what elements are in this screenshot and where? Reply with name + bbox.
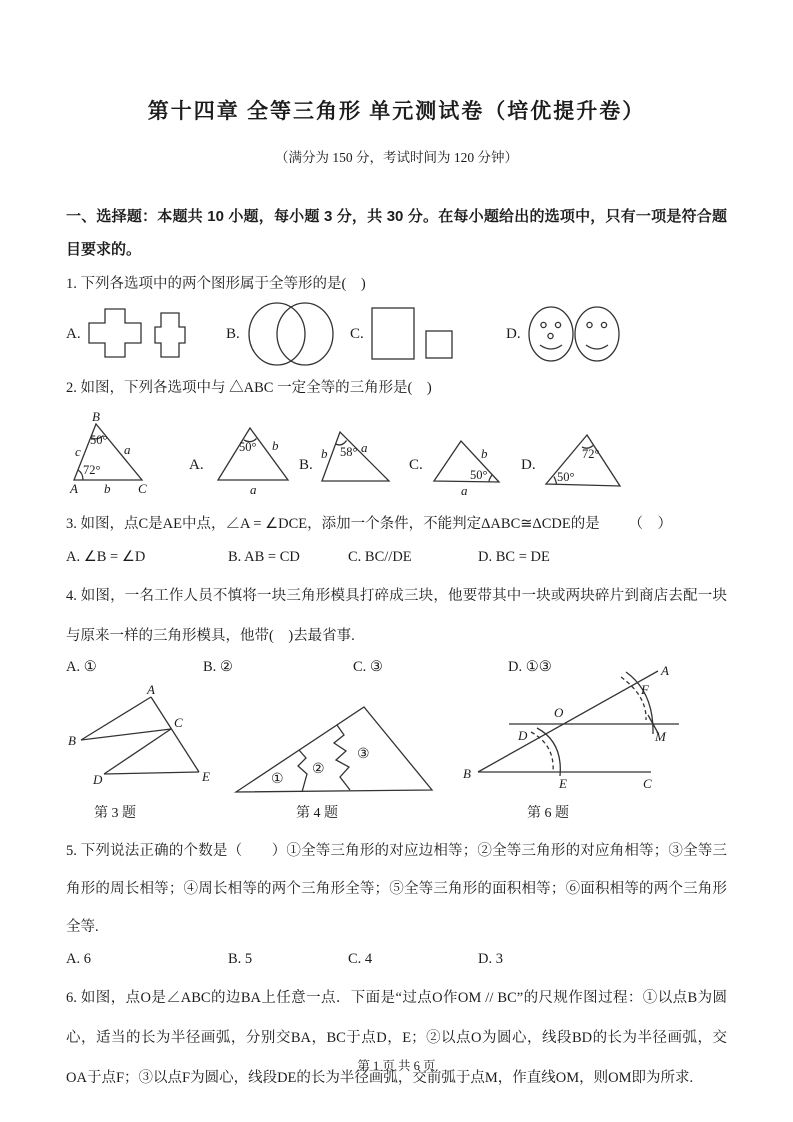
page-number: 第 1 页 共 6 页	[357, 1059, 436, 1073]
svg-text:O: O	[554, 705, 564, 720]
face-left-eye	[540, 322, 545, 327]
q4-option-d: D. ①③	[508, 659, 552, 675]
q3-option-a: A. ∠B = ∠D	[66, 549, 146, 565]
q2-option-a	[189, 420, 299, 498]
svg-text:c: c	[75, 444, 81, 459]
question-5-options	[66, 948, 727, 970]
cross-shape-large	[89, 309, 141, 357]
segment-BA	[81, 697, 151, 740]
svg-text:A: A	[147, 682, 155, 697]
svg-text:E: E	[559, 776, 567, 791]
svg-text:72°: 72°	[83, 463, 101, 477]
cross-shape-small	[155, 313, 185, 357]
q1-option-b-label: B.	[226, 325, 240, 342]
svg-text:b: b	[104, 481, 111, 496]
q1-figure-b-ellipses	[246, 301, 336, 367]
face-left-nose	[547, 333, 552, 338]
svg-text:b: b	[480, 446, 488, 461]
face-right-smile	[586, 345, 608, 349]
page-subtitle: （满分为 150 分，考试时间为 120 分钟）	[275, 150, 518, 165]
svg-text:58°: 58°	[339, 445, 358, 459]
q2-option-d	[521, 430, 637, 498]
figure-4-caption: 第 4 题	[296, 806, 338, 821]
break-line-1	[298, 750, 307, 792]
question-3-answer-paren: （ ）	[628, 516, 672, 532]
break-line-2	[334, 725, 350, 790]
face-right-eye	[601, 322, 606, 327]
question-1-figures	[66, 300, 727, 368]
question-6-text: 6. 如图，点O是∠ABC的边BA上任意一点．下面是“过点O作OM // BC”的尺规作图过程：①以点B为圆心，适当的长为半径画弧，分别交BA，BC于点D，E；②以点O为圆心，线段BD的长为半径画弧，交OA于点F；③以点F为圆心，线段DE的长为半径画弧，交前弧于点M，作直线OM，则OM即为所求.	[66, 990, 727, 1086]
svg-text:a: a	[460, 483, 468, 498]
square-small	[426, 331, 452, 358]
q5-option-b: B. 5	[228, 951, 253, 967]
svg-text:①: ①	[271, 772, 284, 787]
svg-text:A: A	[70, 481, 78, 496]
svg-text:B: B	[463, 766, 471, 781]
question-5-text: 5. 下列说法正确的个数是（ ）①全等三角形的对应边相等；②全等三角形的对应角相等；③全等三角形的周长相等；④周长相等的两个三角形全等；⑤全等三角形的面积相等；⑥面积相等的两个三角形全等.	[66, 843, 727, 935]
q3-option-d: D. BC = DE	[478, 549, 550, 565]
q3-option-b: B. AB = CD	[228, 549, 300, 565]
q1-option-a-label: A.	[66, 325, 81, 342]
svg-text:C: C	[174, 715, 183, 730]
svg-text:C: C	[643, 776, 652, 791]
square-large	[372, 308, 414, 359]
question-3-line	[66, 512, 727, 536]
figures-row	[66, 660, 727, 822]
svg-text:B: B	[92, 410, 100, 424]
segment-AE	[151, 697, 199, 772]
question-1-text: 1. 下列各选项中的两个图形属于全等形的是( )	[66, 276, 366, 292]
figure-question-6	[461, 660, 698, 822]
svg-text:②: ②	[312, 762, 325, 777]
q2-ref-triangle-figure	[66, 410, 154, 498]
question-3-options	[66, 546, 727, 568]
question-3-text: 3. 如图，点C是AE中点，∠A = ∠DCE，添加一个条件，不能判定ΔABC≅ΔCDE的是	[66, 516, 600, 532]
angle-arc	[489, 475, 492, 482]
q1-option-c-label: C.	[350, 325, 364, 342]
page-title: 第十四章 全等三角形 单元测试卷（培优提升卷）	[147, 99, 646, 123]
q1-option-b	[226, 301, 350, 367]
ray-BA	[478, 671, 658, 772]
q1-option-d-label: D.	[506, 325, 521, 342]
figure-6-caption: 第 6 题	[527, 806, 569, 821]
svg-text:③: ③	[357, 747, 370, 762]
face-right-eye	[586, 322, 591, 327]
q4-figure-broken-triangle	[234, 695, 439, 800]
q2-option-d-triangle	[542, 430, 637, 498]
svg-text:50°: 50°	[238, 440, 257, 454]
figure-question-4	[234, 695, 441, 822]
q2-option-b	[299, 424, 409, 498]
q4-option-c: C. ③	[353, 659, 383, 675]
question-2-text: 2. 如图，下列各选项中与 △ABC 一定全等的三角形是( )	[66, 380, 432, 396]
svg-text:b: b	[271, 438, 279, 453]
arc-DE	[537, 728, 560, 776]
q2-option-b-label: B.	[299, 457, 313, 473]
q5-option-c: C. 4	[348, 951, 373, 967]
face-left-eye	[555, 322, 560, 327]
svg-text:A: A	[661, 663, 669, 678]
svg-text:a: a	[249, 482, 257, 497]
q1-option-a	[66, 303, 226, 365]
q1-option-c	[350, 305, 506, 363]
q2-reference-triangle	[66, 410, 189, 498]
q2-option-d-label: D.	[521, 457, 536, 473]
q1-figure-d-faces	[527, 304, 622, 364]
q1-option-d	[506, 304, 622, 364]
face-right	[575, 307, 619, 361]
figure-3-caption: 第 3 题	[94, 806, 136, 821]
q2-option-c	[409, 436, 521, 498]
question-4-text: 4. 如图，一名工作人员不慎将一块三角形模具打碎成三块，他要带其中一块或两块碎片到商店去配一块与原来一样的三角形模具，他带( )去最省事.	[66, 588, 727, 644]
svg-text:72°: 72°	[581, 447, 600, 461]
svg-text:F: F	[641, 682, 649, 697]
svg-text:M: M	[655, 729, 666, 744]
section-1-header: 一、选择题：本题共 10 小题，每小题 3 分，共 30 分。在每小题给出的选项中，只有一项是符合题目要求的。	[66, 208, 727, 258]
q2-option-c-label: C.	[409, 457, 423, 473]
svg-text:b: b	[320, 446, 328, 461]
triangle-outline	[236, 707, 432, 792]
q1-figure-c-squares	[370, 305, 455, 363]
q6-figure-construction	[461, 660, 696, 800]
q3-figure-triangles	[66, 682, 216, 800]
svg-text:D: D	[93, 772, 103, 787]
q2-option-c-triangle	[429, 436, 514, 498]
triangle-outline	[218, 428, 288, 480]
triangle-outline	[434, 441, 499, 482]
svg-text:50°: 50°	[469, 468, 488, 482]
q5-option-a: A. 6	[66, 951, 91, 967]
q5-option-d: D. 3	[478, 951, 503, 967]
svg-text:a: a	[124, 442, 131, 457]
segment-DE	[104, 772, 199, 774]
q4-option-a: A. ①	[66, 659, 97, 675]
q1-figure-a-crosses	[87, 303, 199, 365]
figure-question-3	[66, 682, 218, 822]
q2-option-a-label: A.	[189, 457, 204, 473]
q3-option-c: C. BC//DE	[348, 549, 412, 565]
svg-text:50°: 50°	[556, 470, 575, 484]
q4-option-b: B. ②	[203, 659, 233, 675]
q2-option-a-triangle	[210, 420, 295, 498]
svg-text:C: C	[138, 481, 147, 496]
q2-option-b-triangle	[319, 424, 404, 498]
svg-text:E: E	[202, 769, 210, 784]
svg-text:50°: 50°	[90, 433, 108, 447]
face-left-smile	[540, 345, 562, 349]
svg-text:B: B	[68, 733, 76, 748]
svg-text:D: D	[518, 728, 528, 743]
question-2-figures	[66, 404, 727, 498]
svg-text:a: a	[360, 440, 368, 455]
